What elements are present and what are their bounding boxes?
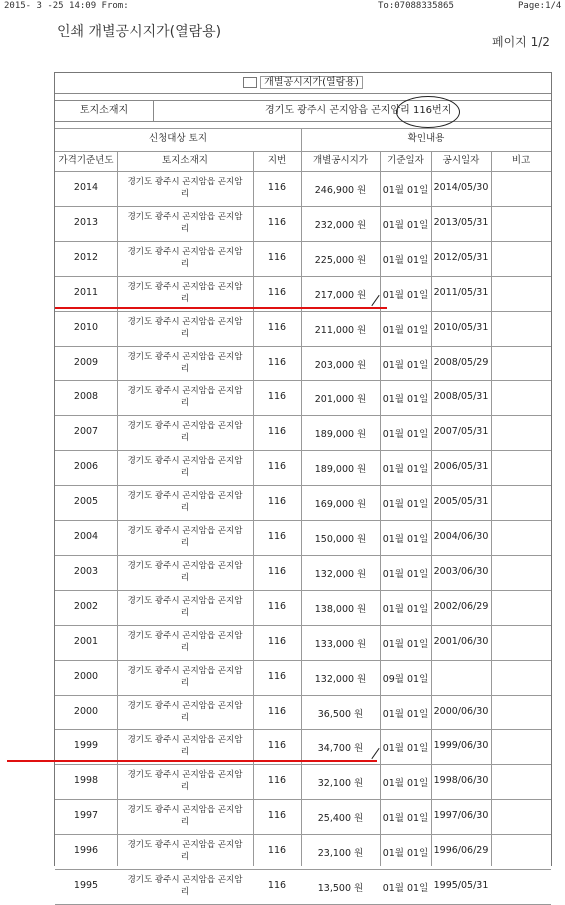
price-cell: 132,000 원: [314, 673, 367, 685]
row-divider: [55, 380, 551, 381]
price-cell: 232,000 원: [314, 219, 367, 231]
column-divider: [117, 151, 118, 866]
location-line-2: 리: [180, 293, 190, 304]
price-cell: 246,900 원: [314, 185, 367, 196]
row-divider: [55, 764, 551, 765]
location-line-1: 경기도 광주시 곤지암읍 곤지암: [127, 526, 243, 536]
price-cell: 189,000 원: [314, 464, 367, 476]
seal-icon: [243, 77, 257, 88]
row-divider: [55, 590, 551, 591]
location-cell: [117, 420, 253, 444]
lot-number-cell: 116: [267, 845, 287, 857]
base-date-cell: 01월 01일: [382, 743, 429, 755]
lot-number-cell: 116: [267, 670, 287, 682]
location-cell: [117, 665, 253, 689]
price-cell: 211,000 원: [314, 324, 367, 336]
location-cell: [117, 176, 253, 200]
column-header: 개별공시지가: [312, 155, 369, 166]
location-line-1: 경기도 광주시 곤지암읍 곤지암: [127, 246, 243, 257]
column-header: 지번: [267, 155, 287, 166]
publish-date-cell: 2006/05/31: [433, 461, 489, 473]
location-line-2: 리: [180, 538, 190, 548]
location-line-1: 경기도 광주시 곤지암읍 곤지암: [127, 281, 243, 292]
publish-date-cell: 2012/05/31: [433, 251, 489, 263]
publish-date-cell: 2014/05/30: [433, 182, 489, 193]
lot-number-cell: 116: [267, 251, 287, 263]
box-heading-text: 개별공시지가(열람용): [260, 76, 363, 89]
location-cell: [117, 211, 253, 235]
publish-date-cell: 2004/06/30: [433, 531, 489, 542]
location-line-2: 리: [180, 782, 190, 793]
row-divider: [55, 276, 551, 277]
publish-date-cell: 2005/05/31: [433, 496, 489, 508]
price-cell: 138,000 원: [314, 603, 367, 615]
row-divider: [55, 555, 551, 556]
publish-date-cell: 2007/05/31: [433, 426, 489, 438]
year-cell: 1998: [73, 775, 99, 787]
group-header-confirmation: 확인내용: [407, 133, 445, 144]
base-date-cell: 01월 01일: [382, 708, 429, 720]
year-cell: 2004: [73, 531, 99, 542]
location-line-2: 리: [180, 433, 190, 444]
row-divider: [55, 799, 551, 800]
location-line-2: 리: [180, 503, 190, 514]
price-cell: 189,000 원: [314, 429, 367, 441]
base-date-cell: 01월 01일: [382, 603, 429, 615]
fax-header-page: Page:1/4: [518, 1, 562, 11]
lot-number-cell: 116: [267, 880, 287, 891]
location-cell: [117, 595, 253, 619]
location-line-1: 경기도 광주시 곤지암읍 곤지암: [127, 840, 243, 851]
column-divider: [301, 151, 302, 866]
column-divider: [380, 151, 381, 866]
year-cell: 2010: [73, 321, 99, 333]
location-cell: [117, 734, 253, 758]
row-divider: [55, 660, 551, 661]
base-date-cell: 01월 01일: [382, 464, 429, 476]
red-underline-mark: [7, 760, 377, 762]
location-cell: [117, 385, 253, 409]
row-divider: [55, 729, 551, 730]
publish-date-cell: 2000/06/30: [433, 705, 489, 717]
base-date-cell: 01월 01일: [382, 778, 429, 790]
publish-date-cell: 2011/05/31: [433, 286, 489, 298]
location-cell: [117, 769, 253, 793]
row-divider: [55, 695, 551, 696]
location-line-2: 리: [180, 363, 190, 374]
row-divider: [55, 869, 551, 870]
location-value: 경기도 광주시 곤지암읍 곤지암리 116번지: [265, 105, 452, 116]
location-line-2: 리: [180, 642, 190, 653]
fax-header-recipient: To:07088335865: [378, 1, 454, 11]
lot-number-cell: 116: [267, 356, 287, 368]
publish-date-cell: 2008/05/29: [433, 356, 489, 368]
year-cell: 1995: [73, 880, 99, 891]
lot-number-cell: 116: [267, 321, 287, 333]
lot-number-cell: 116: [267, 600, 287, 612]
row-divider: [55, 241, 551, 242]
base-date-cell: 01월 01일: [382, 638, 429, 650]
publish-date-cell: 2008/05/31: [433, 391, 489, 403]
lot-number-cell: 116: [267, 705, 287, 717]
location-line-2: 리: [180, 747, 190, 758]
location-line-1: 경기도 광주시 곤지암읍 곤지암: [127, 875, 243, 885]
publish-date-cell: 1998/06/30: [433, 775, 489, 787]
land-price-table: [54, 72, 552, 897]
table-rule: [55, 151, 551, 152]
row-divider: [55, 450, 551, 451]
lot-number-cell: 116: [267, 391, 287, 403]
publish-date-cell: 1996/06/29: [433, 845, 489, 857]
lot-number-cell: 116: [267, 496, 287, 508]
lot-number-cell: 116: [267, 182, 287, 193]
location-line-1: 경기도 광주시 곤지암읍 곤지암: [127, 560, 243, 571]
year-cell: 2011: [73, 286, 99, 298]
location-line-1: 경기도 광주시 곤지암읍 곤지암: [127, 770, 243, 781]
price-cell: 150,000 원: [314, 534, 367, 545]
year-cell: 1996: [73, 845, 99, 857]
location-line-1: 경기도 광주시 곤지암읍 곤지암: [127, 456, 243, 467]
year-cell: 2014: [73, 182, 99, 193]
column-divider: [253, 151, 254, 866]
location-line-1: 경기도 광주시 곤지암읍 곤지암: [127, 386, 243, 397]
column-divider: [491, 151, 492, 866]
publish-date-cell: 2003/06/30: [433, 565, 489, 577]
row-divider: [55, 206, 551, 207]
column-divider: [431, 151, 432, 866]
lot-number-cell: 116: [267, 531, 287, 542]
row-divider: [55, 834, 551, 835]
location-line-1: 경기도 광주시 곤지암읍 곤지암: [127, 630, 243, 641]
price-cell: 23,100 원: [317, 848, 364, 860]
lot-number-cell: 116: [267, 286, 287, 298]
document-title: 인쇄 개별공시지가(열람용): [57, 24, 222, 40]
year-cell: 2005: [73, 496, 99, 508]
price-cell: 133,000 원: [314, 638, 367, 650]
box-heading: [55, 73, 551, 94]
red-underline-mark: [55, 307, 387, 309]
row-divider: [55, 625, 551, 626]
base-date-cell: 01월 01일: [382, 813, 429, 825]
location-cell: [117, 874, 253, 898]
location-line-2: 리: [180, 468, 190, 479]
location-line-2: 리: [180, 572, 190, 583]
group-divider: [301, 128, 302, 151]
year-cell: 2007: [73, 426, 99, 438]
base-date-cell: 01월 01일: [382, 848, 429, 860]
price-cell: 203,000 원: [314, 359, 367, 371]
base-date-cell: 01월 01일: [382, 883, 429, 894]
publish-date-cell: 1999/06/30: [433, 740, 489, 752]
location-line-1: 경기도 광주시 곤지암읍 곤지암: [127, 700, 243, 711]
publish-date-cell: 2013/05/31: [433, 216, 489, 228]
location-cell: [117, 316, 253, 340]
group-header-target-land: 신청대상 토지: [148, 133, 208, 144]
price-cell: 34,700 원: [317, 743, 364, 755]
year-cell: 2006: [73, 461, 99, 473]
base-date-cell: 01월 01일: [382, 499, 429, 511]
location-cell: [117, 560, 253, 584]
year-cell: 1997: [73, 810, 99, 822]
row-divider: [55, 415, 551, 416]
year-cell: 2012: [73, 251, 99, 263]
location-line-2: 리: [180, 817, 190, 828]
year-cell: 2009: [73, 356, 99, 368]
year-cell: 2001: [73, 635, 99, 647]
price-cell: 217,000 원: [314, 289, 367, 301]
price-cell: 201,000 원: [314, 394, 367, 406]
location-line-2: 리: [180, 258, 190, 269]
column-header: 가격기준년도: [58, 155, 114, 166]
location-cell: [117, 455, 253, 479]
table-rule: [55, 171, 551, 172]
base-date-cell: 01월 01일: [382, 324, 429, 336]
lot-number-cell: 116: [267, 635, 287, 647]
location-row: [55, 100, 551, 122]
year-cell: 2003: [73, 565, 99, 577]
lot-number-cell: 116: [267, 565, 287, 577]
row-divider: [55, 485, 551, 486]
lot-number-cell: 116: [267, 461, 287, 473]
base-date-cell: 09월 01일: [382, 673, 429, 685]
price-cell: 25,400 원: [317, 813, 364, 825]
year-cell: 2013: [73, 216, 99, 228]
price-cell: 225,000 원: [314, 254, 367, 266]
base-date-cell: 01월 01일: [382, 359, 429, 371]
location-line-1: 경기도 광주시 곤지암읍 곤지암: [127, 211, 243, 222]
hand-drawn-circle-mark: [396, 96, 460, 128]
location-line-2: 리: [180, 189, 190, 199]
location-line-1: 경기도 광주시 곤지암읍 곤지암: [127, 316, 243, 327]
location-line-2: 리: [180, 398, 190, 409]
location-line-2: 리: [180, 852, 190, 863]
location-line-1: 경기도 광주시 곤지암읍 곤지암: [127, 805, 243, 816]
location-line-1: 경기도 광주시 곤지암읍 곤지암: [127, 491, 243, 502]
location-line-1: 경기도 광주시 곤지암읍 곤지암: [127, 421, 243, 432]
year-cell: 2008: [73, 391, 99, 403]
price-cell: 169,000 원: [314, 499, 367, 511]
location-cell: [117, 246, 253, 270]
location-cell: [117, 804, 253, 828]
fax-header-sender: 2015- 3 -25 14:09 From:: [4, 1, 129, 11]
location-cell: [117, 839, 253, 863]
base-date-cell: 01월 01일: [382, 534, 429, 545]
lot-number-cell: 116: [267, 216, 287, 228]
base-date-cell: 01월 01일: [382, 219, 429, 231]
location-line-1: 경기도 광주시 곤지암읍 곤지암: [127, 595, 243, 606]
publish-date-cell: 1997/06/30: [433, 810, 489, 822]
publish-date-cell: 2002/06/29: [433, 600, 489, 612]
lot-number-cell: 116: [267, 810, 287, 822]
base-date-cell: 01월 01일: [382, 568, 429, 580]
row-divider: [55, 346, 551, 347]
column-header: 공시일자: [442, 155, 480, 166]
base-date-cell: 01월 01일: [382, 394, 429, 406]
location-line-1: 경기도 광주시 곤지암읍 곤지암: [127, 665, 243, 676]
base-date-cell: 01월 01일: [382, 254, 429, 266]
location-line-2: 리: [180, 223, 190, 234]
column-header: 비고: [511, 155, 531, 166]
location-cell: [117, 525, 253, 549]
location-line-2: 리: [180, 677, 190, 688]
base-date-cell: 01월 01일: [382, 289, 429, 301]
column-header: 기준일자: [387, 155, 424, 166]
location-cell: [117, 630, 253, 654]
location-cell: [117, 700, 253, 724]
lot-number-cell: 116: [267, 426, 287, 438]
price-cell: 13,500 원: [317, 883, 364, 894]
row-divider: [55, 520, 551, 521]
location-line-2: 리: [180, 712, 190, 723]
location-cell: [117, 281, 253, 305]
location-line-1: 경기도 광주시 곤지암읍 곤지암: [127, 351, 243, 362]
lot-number-cell: 116: [267, 740, 287, 752]
publish-date-cell: 2001/06/30: [433, 635, 489, 647]
price-cell: 132,000 원: [314, 568, 367, 580]
location-cell: [117, 490, 253, 514]
base-date-cell: 01월 01일: [382, 429, 429, 441]
year-cell: 2000: [73, 705, 99, 717]
location-cell: [117, 351, 253, 375]
table-rule: [55, 128, 551, 129]
publish-date-cell: 2010/05/31: [433, 321, 489, 333]
price-cell: 36,500 원: [317, 708, 364, 720]
location-line-2: 리: [180, 328, 190, 339]
base-date-cell: 01월 01일: [382, 185, 429, 196]
column-header: 토지소재지: [162, 155, 208, 166]
location-line-1: 경기도 광주시 곤지암읍 곤지암: [127, 177, 243, 187]
location-line-2: 리: [180, 887, 190, 897]
year-cell: 2002: [73, 600, 99, 612]
lot-number-cell: 116: [267, 775, 287, 787]
publish-date-cell: 1995/05/31: [433, 880, 489, 891]
price-cell: 32,100 원: [317, 778, 364, 790]
year-cell: 2000: [73, 670, 99, 682]
location-line-1: 경기도 광주시 곤지암읍 곤지암: [127, 735, 243, 746]
year-cell: 1999: [73, 740, 99, 752]
location-label: 토지소재지: [55, 101, 154, 121]
page-indicator: 페이지 1/2: [492, 35, 550, 49]
row-divider: [55, 311, 551, 312]
location-line-2: 리: [180, 607, 190, 618]
